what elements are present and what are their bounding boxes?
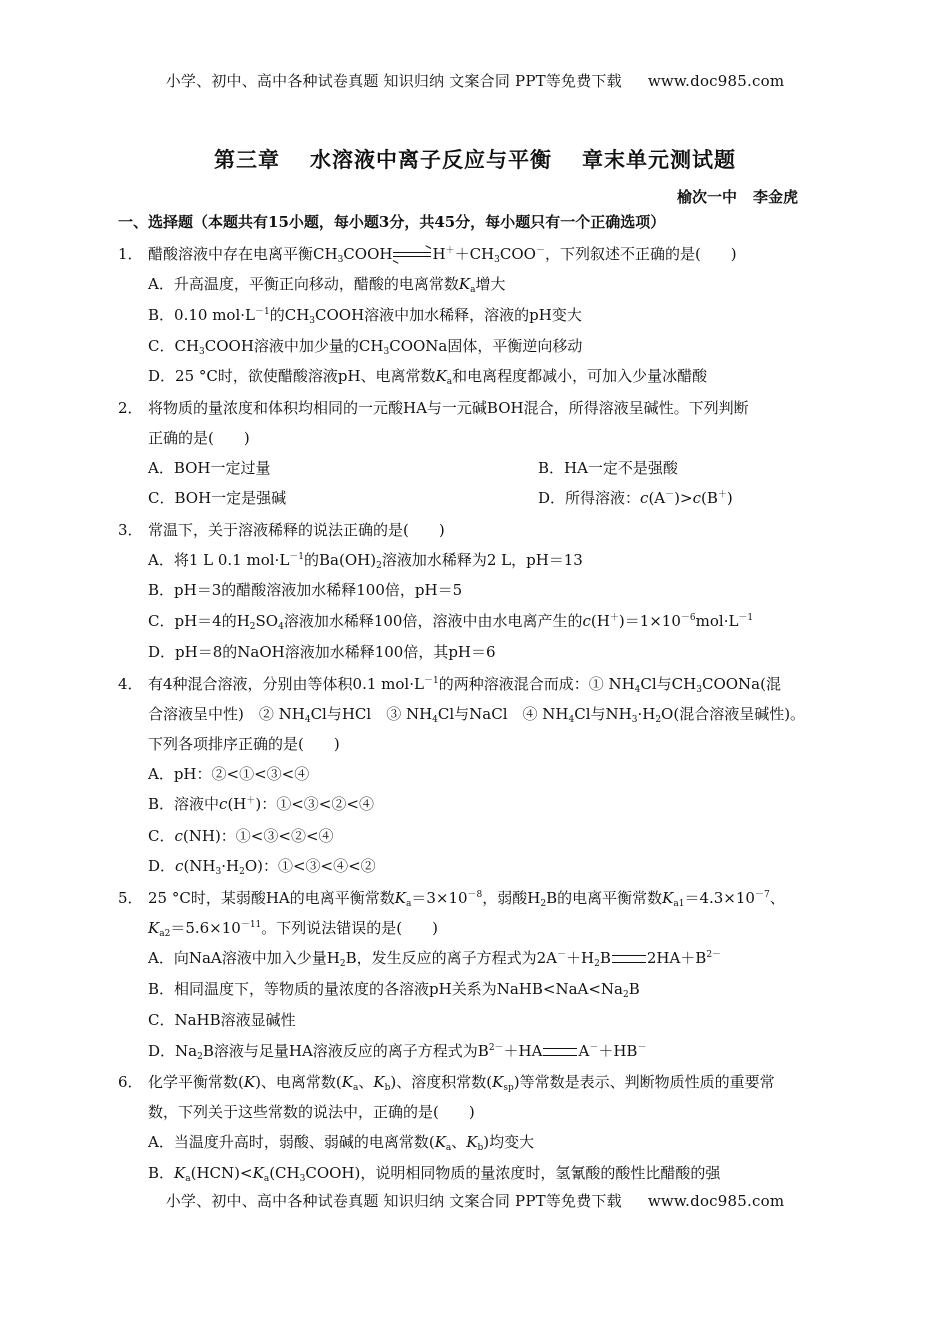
author-line — [677, 186, 798, 207]
question-3-option-a: A．将1 L 0.1 $mol\cdot L^{-1}$的$Ba(OH)_2$溶液加水稀释为2 L，pH＝13 — [148, 551, 583, 571]
question-6-option-b: B．$K_a(HCN)<K_a(CH_3COOH)$，说明相同物质的量浓度时，氢氰酸的酸性比醋酸的强 — [148, 1164, 721, 1184]
question-5-option-b: B．相同温度下，等物质的量浓度的各溶液pH关系为$NaHB<NaA<Na_2B$ — [148, 980, 640, 1000]
question-4-option-c: C．c(NH)：①<③<②<④ — [148, 827, 334, 845]
question-4-stem-cont: 合溶液呈中性) ② $NH_4Cl$与HCl ③ $NH_4Cl$与NaCl ④ $NH_4Cl$与$NH_3\cdot H_2O$(混合溶液呈碱性)。 — [148, 705, 806, 725]
page-footer — [0, 1190, 950, 1211]
title-test: 章末单元测试题 — [582, 147, 736, 172]
question-4-number: 4． — [118, 675, 143, 693]
section-heading: 一、选择题（本题共有15小题，每小题3分，共45分，每小题只有一个正确选项） — [118, 213, 666, 231]
question-4-stem: 有4种混合溶液，分别由等体积0.1 $mol\cdot L^{-1}$的两种溶液混合而成：① $NH_4Cl$与$CH_3COONa$(混 — [148, 675, 781, 695]
question-1-option-d: D．25 °C时，欲使醋酸溶液pH、电离常数$K_a$和电离程度都减小，可加入少量冰醋酸 — [148, 367, 708, 387]
question-1-option-c: C．$CH_3COOH$溶液中加少量的$CH_3COONa$固体，平衡逆向移动 — [148, 337, 583, 357]
question-4-option-d: D．$c(NH_3\cdot H_2O)$：①<③<④<② — [148, 857, 376, 877]
question-6-number: 6． — [118, 1073, 143, 1091]
question-5-number: 5． — [118, 889, 143, 907]
question-5-stem: 25 °C时，某弱酸HA的电离平衡常数$K_a=3\times 10^{-8}$，弱酸$H_2B$的电离平衡常数$K_{a1}=4.3\times 10^{-7}$、 — [148, 889, 785, 909]
footer-site: www.doc985.com — [647, 1192, 785, 1210]
question-2-stem: 将物质的量浓度和体积均相同的一元酸HA与一元碱BOH混合，所得溶液呈碱性。下列判断 — [148, 399, 749, 417]
question-3-option-d: D．pH＝8的NaOH溶液加水稀释100倍，其pH＝6 — [148, 643, 496, 661]
question-2-option-b: B．HA一定不是强酸 — [538, 459, 678, 477]
question-2-stem-cont: 正确的是( ) — [148, 429, 250, 447]
title-chapter: 第三章 — [214, 147, 280, 172]
question-2-number: 2． — [118, 399, 143, 417]
question-4-option-a: A．pH：②<①<③<④ — [148, 765, 310, 783]
question-6-stem: 化学平衡常数(K)、电离常数($K_a$、$K_b$)、溶度积常数$(K_{sp})$等常数是表示、判断物质性质的重要常 — [148, 1073, 775, 1093]
question-4-option-b: B．溶液中c(H＋)：①<③<②<④ — [148, 795, 374, 813]
page-header — [0, 70, 950, 91]
question-4-stem-end: 下列各项排序正确的是( ) — [148, 735, 340, 753]
title-topic: 水溶液中离子反应与平衡 — [310, 147, 552, 172]
question-3-number: 3． — [118, 521, 143, 539]
question-2-option-c: C．BOH一定是强碱 — [148, 489, 287, 507]
question-1-stem: 醋酸溶液中存在电离平衡$CH_3COOH$ $H^++CH_3COO^-$，下列叙述不正确的是( ) — [148, 245, 737, 265]
question-6-stem-cont: 数，下列关于这些常数的说法中，正确的是( ) — [148, 1103, 475, 1121]
question-1-number: 1． — [118, 245, 143, 263]
header-text: 小学、初中、高中各种试卷真题 知识归纳 文案合同 PPT等免费下载 — [165, 72, 622, 90]
question-3-option-b: B．pH＝3的醋酸溶液加水稀释100倍，pH＝5 — [148, 581, 463, 599]
question-2-option-d: D．所得溶液：c(A－)>c(B＋) — [538, 489, 733, 507]
document-title — [0, 144, 950, 174]
author-name: 李金虎 — [752, 188, 798, 206]
question-5-option-d: D．$Na_2B$溶液与足量HA溶液反应的离子方程式为$B^{2-}+HA$ A－＋HB－ — [148, 1042, 647, 1062]
question-6-option-a: A．当温度升高时，弱酸、弱碱的电离常数($K_a$、$K_b$)均变大 — [148, 1133, 535, 1153]
header-site: www.doc985.com — [647, 72, 785, 90]
question-2-option-a: A．BOH一定过量 — [148, 459, 271, 477]
question-5-stem-cont: $K_{a2}=5.6\times 10^{-11}$。下列说法错误的是( ) — [148, 919, 438, 939]
footer-text: 小学、初中、高中各种试卷真题 知识归纳 文案合同 PPT等免费下载 — [165, 1192, 622, 1210]
question-5-option-c: C．NaHB溶液显碱性 — [148, 1011, 296, 1029]
question-3-option-c: C．pH＝4的$H_2SO_4$溶液加水稀释100倍，溶液中由水电离产生的$c(H^+)=1\times 10^{-6}mol\cdot L^{-1}$ — [148, 612, 754, 632]
question-1-option-a: A．升高温度，平衡正向移动，醋酸的电离常数$K_a$增大 — [148, 275, 506, 295]
author-school: 榆次一中 — [676, 188, 737, 206]
question-1-option-b: B．0.10 $mol\cdot L^{-1}$的$CH_3COOH$溶液中加水稀释，溶液的pH变大 — [148, 306, 582, 326]
question-3-stem: 常温下，关于溶液稀释的说法正确的是( ) — [148, 521, 445, 539]
question-5-option-a: A．向NaA溶液中加入少量$H_2B$，发生反应的离子方程式为$2A^-+H_2B$ $2HA+B^{2-}$ — [148, 949, 722, 969]
